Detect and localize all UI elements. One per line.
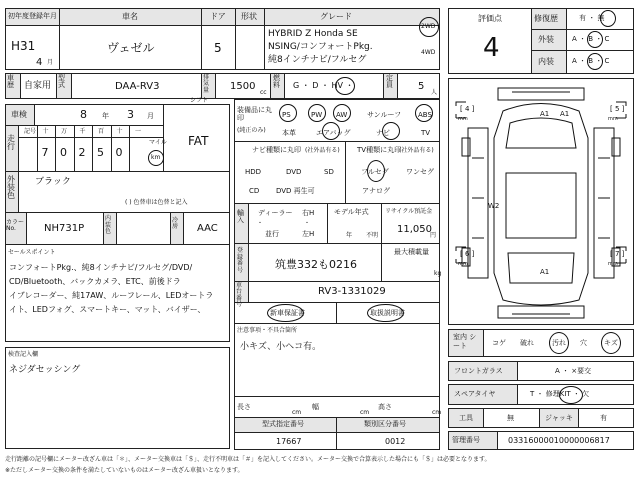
length-unit: cm — [292, 409, 302, 416]
equipment-item: ABS — [418, 111, 432, 119]
equipment-selected-circle — [308, 104, 326, 122]
mileage-unit: km — [151, 154, 161, 161]
damage-mark-a1-front-right: A1 — [560, 110, 570, 118]
mm-label-1: mm — [458, 116, 468, 122]
shape-cell — [235, 25, 265, 70]
car-name: ヴェゼル — [107, 41, 155, 55]
sales-point-line: イト、LEDフォグ、スマートキー、マット、バイザー、 — [9, 305, 206, 314]
mileage-digit-divider — [92, 125, 93, 172]
seat-option: コゲ — [492, 339, 506, 347]
reg-month-unit: 月 — [47, 59, 54, 66]
grade-line-3: 純8インチナビ/フルセグ — [268, 55, 367, 65]
displacement-label: 排気量 — [203, 74, 210, 94]
damage-mark-a1-front: A1 — [540, 110, 550, 118]
shaken-month-unit: 月 — [147, 112, 154, 120]
mileage-digit: 5 — [97, 146, 104, 159]
damage-mark-a1-rear: A1 — [540, 268, 550, 276]
score-value: 4 — [483, 33, 500, 63]
nav-note: (社外品有る) — [305, 147, 340, 154]
equipment-selected-circle — [333, 104, 351, 122]
mileage-label-divider — [18, 137, 164, 138]
damage-mark-w2: W2 — [488, 202, 500, 210]
inspector-value: ネジダセッシング — [9, 365, 81, 375]
tv-label: TV種類に丸印 — [357, 146, 402, 154]
reg-type: 自家用 — [24, 81, 52, 91]
corner-label-5: [ 5 ] — [610, 105, 625, 113]
color-code: NH731P — [44, 223, 85, 234]
shaken-cell — [34, 104, 164, 126]
recycle-value: 11,050 — [397, 224, 432, 235]
tv-opt-analog: アナログ — [362, 187, 390, 195]
equipment-item: 本革 — [282, 129, 296, 137]
equipment-item: TV — [421, 129, 431, 137]
seat-option: キズ — [604, 339, 618, 347]
import-left: 左H — [302, 230, 315, 238]
import-label: 輸入 — [237, 209, 244, 224]
spare-selected-circle — [559, 386, 583, 404]
equipment-item: PW — [311, 111, 323, 119]
grade-label: グレード — [320, 12, 352, 21]
drive-4wd: 4WD — [421, 49, 436, 56]
ac-label: 冷房 — [172, 217, 179, 230]
equipment-item: AW — [336, 111, 348, 119]
model-year-unknown: 不明 — [366, 232, 379, 239]
footer-line-2: ※ただしメーター交換の条件を満たしていないものはメーター改ざん車扱いとなります。 — [5, 467, 244, 474]
class-label: 類別区分番号 — [364, 420, 406, 428]
mileage-digit-label: 百 — [98, 128, 105, 135]
shift-value: FAT — [188, 134, 209, 148]
sales-points-label: セールスポイント — [8, 249, 56, 256]
interior-grade: A ・ B ・ C — [572, 57, 610, 65]
mileage-digit-label: 十 — [116, 128, 123, 135]
length-label: 長さ — [237, 403, 251, 411]
seat-label: 室内 シート — [453, 333, 477, 351]
fuel-label: 燃料 — [273, 74, 280, 89]
windshield-label: フロントガラス — [454, 367, 503, 375]
model-year-unit: 年 — [346, 232, 353, 239]
dimensions-row — [234, 396, 440, 418]
model-year-label: モデル年式 — [334, 208, 369, 216]
shaken-label: 車検 — [11, 110, 27, 119]
notes-box — [234, 323, 440, 397]
equipment-item: エアバッグ — [316, 129, 351, 137]
nav-opt-dvd-play: DVD 再生可 — [276, 187, 315, 195]
color-label: 外装色 — [7, 175, 15, 200]
recycle-unit: 円 — [430, 232, 437, 239]
nav-opt-sd: SD — [324, 168, 334, 176]
grade-header — [264, 8, 440, 26]
equipment-sub: (純正のみ) — [237, 127, 266, 134]
car-diagram — [448, 78, 634, 325]
type-designation-label: 型式指定番号 — [262, 420, 304, 428]
equipment-selected-circle — [382, 122, 400, 140]
seat-option: 破れ — [520, 339, 534, 347]
equipment-item: サンルーフ — [367, 111, 402, 119]
door-count: 5 — [214, 41, 222, 55]
corner-label-4: [ 4 ] — [460, 105, 475, 113]
mileage-digit-divider — [18, 125, 19, 172]
height-label: 高さ — [378, 403, 392, 411]
displacement-unit: cc — [260, 89, 267, 96]
fuel-selected-circle — [335, 77, 355, 95]
color-value: ブラック — [35, 177, 71, 187]
mileage-digit-divider — [74, 125, 75, 172]
warranty-circle — [267, 304, 304, 322]
tv-opt-fullseg: フルセグ — [361, 168, 389, 176]
mileage-cell — [18, 125, 164, 172]
interior-label: 内装 — [538, 57, 554, 66]
equipment-item: PS — [282, 111, 291, 119]
reg-type-label: 車歴 — [7, 74, 14, 89]
width-label: 幅 — [312, 403, 319, 411]
vin-value: RV3-1331029 — [318, 286, 386, 297]
seat-selected-circle — [601, 332, 621, 354]
shaken-year: 8 — [80, 108, 87, 121]
repair-label: 修復歴 — [534, 14, 558, 23]
tools-label: 工具 — [459, 414, 473, 422]
jack-value: 有 — [600, 414, 607, 422]
inspector-label: 検査記入欄 — [8, 351, 39, 358]
seat-option: 穴 — [580, 339, 587, 347]
mileage-unit-label: マイル — [149, 139, 167, 146]
repair-options: 有 ・ 無 — [579, 14, 605, 22]
mileage-digit-divider — [129, 125, 130, 172]
mileage-digit-divider — [111, 125, 112, 172]
equipment-selected-circle — [279, 104, 297, 122]
drive-2wd: 2WD — [421, 23, 436, 30]
import-dealer: ディーラー — [258, 209, 293, 217]
exterior-grade: A ・ B ・ C — [572, 35, 610, 43]
type-designation: 17667 — [276, 437, 302, 446]
interior-color-label: 内装色 — [105, 215, 112, 236]
notes-value: 小キズ、小ヘコ有。 — [240, 342, 322, 352]
manual-label: 取扱説明書 — [370, 309, 405, 317]
reg-number: 筑豊332も0216 — [275, 258, 357, 271]
model-label: 型式 — [58, 74, 65, 89]
sales-point-line: イブレコーダー、純17AW、ルーフレール、LEDオートラ — [9, 291, 214, 300]
equipment-selected-circle — [322, 122, 340, 140]
color-code-label: カラー No. — [6, 219, 25, 232]
class-value: 0012 — [385, 437, 406, 446]
mgmt-label: 管理番号 — [452, 436, 480, 444]
door-label: ドア — [210, 12, 226, 21]
mgmt-value: 03316000010000006817 — [508, 436, 610, 445]
mileage-digit-label: 千 — [79, 128, 86, 135]
repair-selected-circle — [600, 10, 616, 27]
reg-year-label: 初年度登録年月 — [8, 12, 57, 20]
mileage-digit: 0 — [60, 146, 67, 159]
spare-label: スペアタイヤ — [454, 390, 496, 398]
nav-opt-dvd: DVD — [286, 168, 302, 176]
inspector-box — [5, 347, 230, 449]
import-dot-1: ・ — [257, 220, 264, 227]
footer-line-1: 走行距離の記号欄にメーター改ざん車は「＊」、メーター交換車は「＄」、走行不明車は「＃」を記入してください。メーター交換で合算表示した場合にも「＄」は必要となります。 — [5, 456, 491, 463]
corner-label-7: [ 7 ] — [610, 250, 625, 258]
notes-label: 注意事項・不具合箇所 — [237, 327, 298, 334]
equipment-label: 装備品に丸印 — [237, 106, 272, 122]
max-load-unit: kg — [434, 270, 442, 277]
max-load-label: 最大積載量 — [394, 248, 429, 256]
shift-label: シフト — [190, 97, 209, 104]
mileage-digit: 7 — [41, 146, 49, 159]
manual-circle — [367, 304, 404, 322]
equipment-item: ナビ — [376, 129, 390, 137]
seat-selected-circle — [549, 332, 569, 354]
fuel-options: G ・ D ・ HV ・ — [293, 81, 354, 90]
grade-line-1: HYBRID Z Honda SE — [268, 29, 358, 39]
era-year: H31 — [11, 39, 36, 53]
shaken-year-unit: 年 — [102, 112, 109, 120]
tv-note: (社外品有る) — [399, 147, 434, 154]
mileage-digit-label: 記号 — [24, 128, 37, 135]
mileage-label: 走行 — [7, 134, 15, 151]
sales-point-line: コンフォートPkg.、純8インチナビ/フルセグ/DVD/ — [9, 263, 193, 272]
capacity-unit: 人 — [431, 89, 438, 96]
mm-label-3: mm — [458, 261, 468, 267]
mileage-digit-divider — [37, 125, 38, 172]
nav-opt-hdd: HDD — [245, 168, 262, 176]
shaken-month: 3 — [127, 108, 134, 121]
reg-month: 4 — [36, 57, 43, 68]
seat-option: 汚れ — [552, 339, 566, 347]
mileage-digit-label: 万 — [61, 128, 68, 135]
mileage-digit-label: 十 — [42, 128, 49, 135]
import-parallel: 並行 — [265, 230, 279, 238]
warranty-label: 新車保証書 — [270, 309, 305, 317]
mm-label-4: mm — [608, 261, 618, 267]
import-dot-2: ・ — [304, 220, 311, 227]
equipment-selected-circle — [415, 104, 433, 122]
recycle-label: リサイクル預託金 — [385, 208, 433, 215]
model: DAA-RV3 — [115, 81, 160, 92]
jack-label: ジャッキ — [545, 414, 573, 422]
import-right: 右H — [302, 209, 315, 217]
displacement: 1500 — [230, 81, 256, 92]
capacity-label: 定員 — [386, 74, 393, 89]
corner-label-6: [ 6 ] — [460, 250, 475, 258]
sales-point-line: CD/Bluetooth、バックカメラ、ETC、前後ドラ — [9, 277, 181, 286]
mileage-digit-label: 一 — [135, 128, 142, 135]
mm-label-2: mm — [608, 116, 618, 122]
nav-label: ナビ種類に丸印 — [252, 146, 301, 154]
tools-value: 無 — [507, 414, 514, 422]
exterior-label: 外装 — [538, 35, 554, 44]
mileage-digit: 2 — [78, 146, 86, 159]
ac-value: AAC — [197, 223, 218, 234]
reg-number-label: 登録番号 — [237, 247, 244, 274]
height-unit: cm — [432, 409, 442, 416]
windshield-value: A ・ ×要交 — [555, 367, 592, 375]
nav-opt-cd: CD — [249, 187, 260, 195]
spare-value: T ・ 修理KIT ・ 欠 — [530, 390, 590, 398]
color-note: ( ) 色替車は色替と記入 — [125, 199, 188, 206]
shape-label: 形状 — [241, 12, 257, 21]
interior-selected-circle — [587, 53, 603, 70]
tv-opt-oneseg: ワンセグ — [406, 168, 434, 176]
score-label: 評価点 — [478, 14, 502, 23]
capacity: 5 — [418, 81, 425, 92]
interior-color-cell — [116, 212, 171, 245]
vin-label: 車台番号 — [236, 282, 243, 308]
mileage-digit-divider — [55, 125, 56, 172]
mileage-digit: 0 — [115, 146, 123, 159]
exterior-selected-circle — [587, 31, 603, 48]
tv-fullseg-circle — [367, 160, 385, 182]
width-unit: cm — [360, 409, 370, 416]
grade-line-2: NSING/コンフォートPkg. — [268, 42, 373, 52]
car-name-label: 車名 — [122, 12, 138, 21]
